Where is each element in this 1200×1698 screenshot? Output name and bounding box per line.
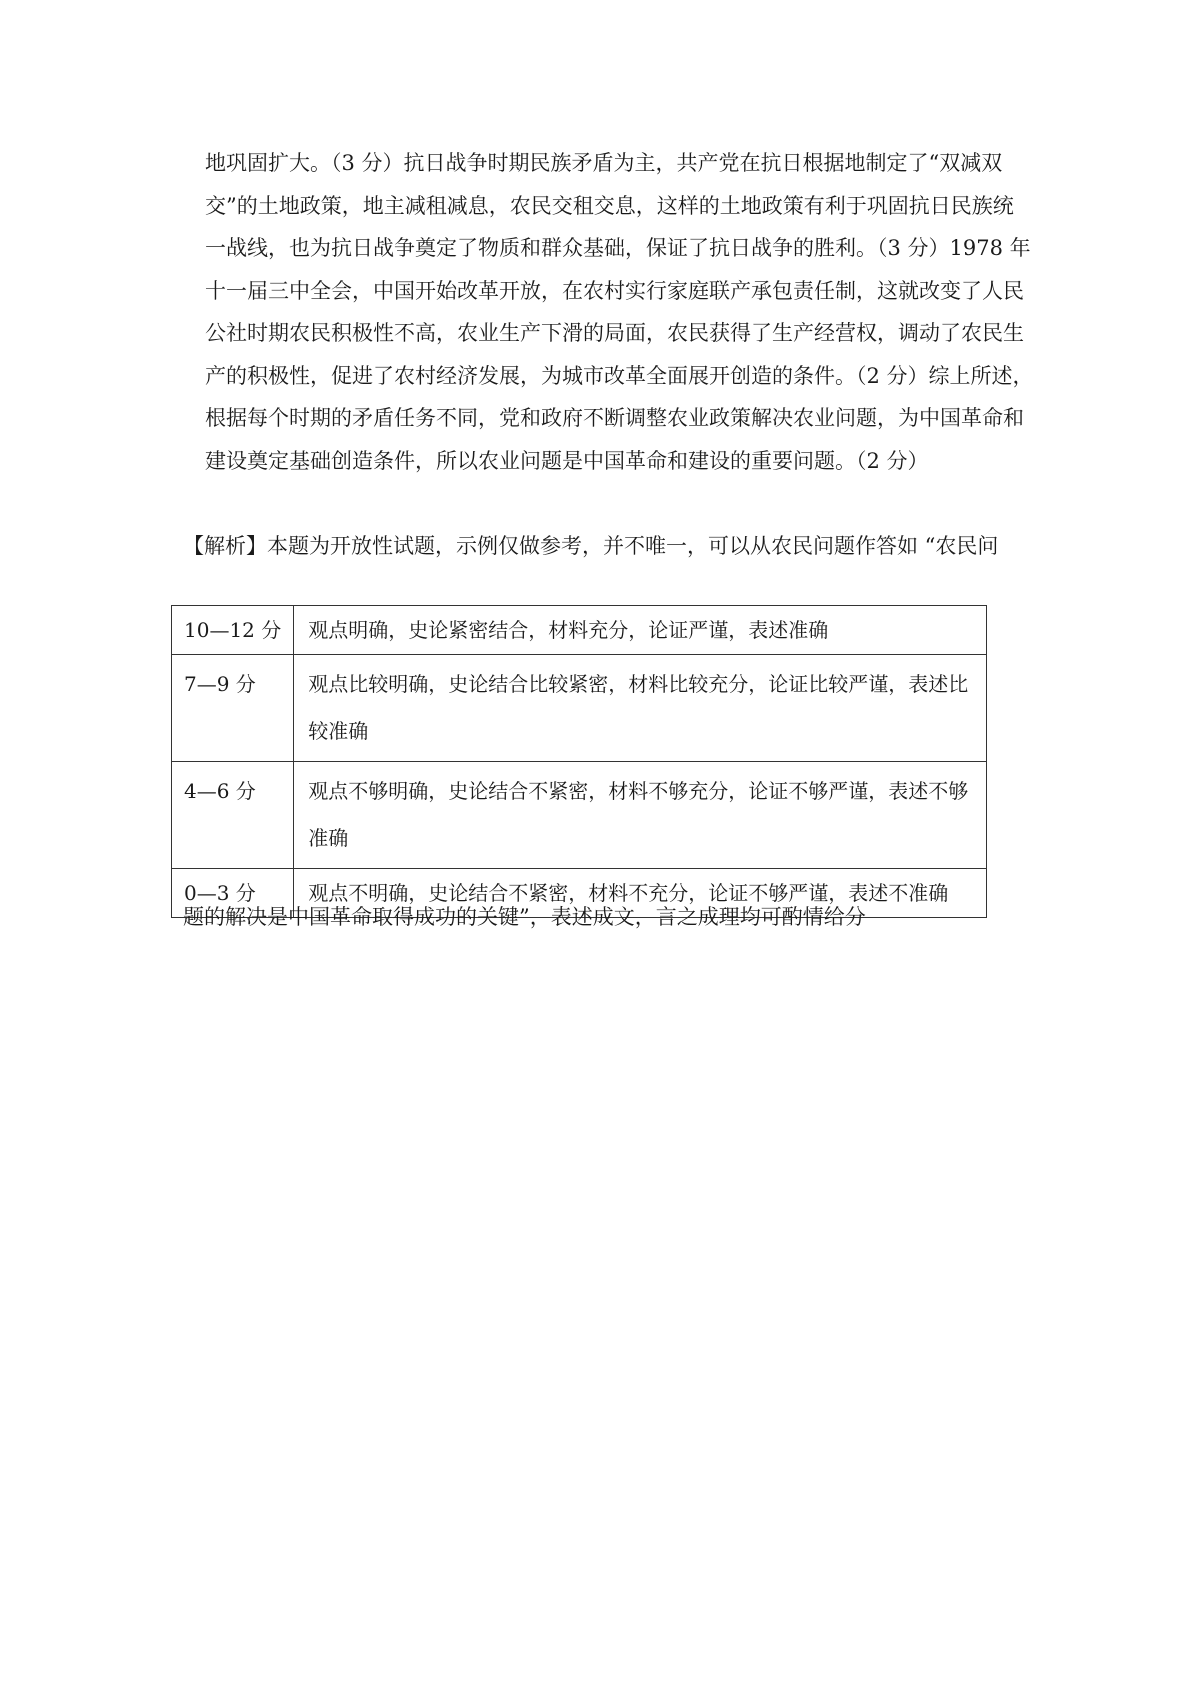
scoring-table [171, 605, 987, 918]
description-cell: 观点明确，史论紧密结合，材料充分，论证严谨，表述准确 [294, 606, 987, 655]
answer-line: 公社时期农民积极性不高，农业生产下滑的局面，农民获得了生产经营权，调动了农民生 [205, 321, 1024, 345]
grade-cell: 4—6 分 [172, 762, 294, 869]
table-row [172, 606, 987, 655]
description-cell: 观点不够明确，史论结合不紧密，材料不够充分，论证不够严谨，表述不够准确 [294, 762, 987, 869]
answer-line: 交”的土地政策，地主减租减息，农民交租交息，这样的土地政策有利于巩固抗日民族统 [205, 193, 1014, 218]
table-row [172, 655, 987, 762]
table-row [172, 762, 987, 869]
answer-line: 产的积极性，促进了农村经济发展，为城市改革全面展开创造的条件。（2 分）综上所述， [205, 363, 1034, 388]
description-cell: 观点不明确，史论结合不紧密，材料不充分，论证不够严谨，表述不准确 [294, 869, 987, 918]
answer-line: 建设奠定基础创造条件，所以农业问题是中国革命和建设的重要问题。（2 分） [205, 448, 929, 473]
answer-line: 十一届三中全会，中国开始改革开放，在农村实行家庭联产承包责任制，这就改变了人民 [205, 278, 1024, 303]
grade-cell: 7—9 分 [172, 655, 294, 762]
answer-paragraph [205, 142, 1034, 482]
analysis-line-2: 题的解决是中国革命取得成功的关键”，表述成文，言之成理均可酌情给分 [183, 905, 866, 929]
answer-line: 地巩固扩大。（3 分）抗日战争时期民族矛盾为主，共产党在抗日根据地制定了“双减双 [205, 151, 1003, 175]
answer-line: 一战线，也为抗日战争奠定了物质和群众基础，保证了抗日战争的胜利。（3 分）1978 年 [205, 236, 1031, 260]
grade-cell: 0—3 分 [172, 869, 294, 918]
grade-cell: 10—12 分 [172, 606, 294, 655]
answer-line: 根据每个时期的矛盾任务不同，党和政府不断调整农业政策解决农业问题，为中国革命和 [205, 406, 1024, 430]
analysis-line-1: 【解析】本题为开放性试题，示例仅做参考，并不唯一，可以从农民问题作答如 “农民问 [183, 534, 999, 558]
description-cell: 观点比较明确，史论结合比较紧密，材料比较充分，论证比较严谨，表述比较准确 [294, 655, 987, 762]
